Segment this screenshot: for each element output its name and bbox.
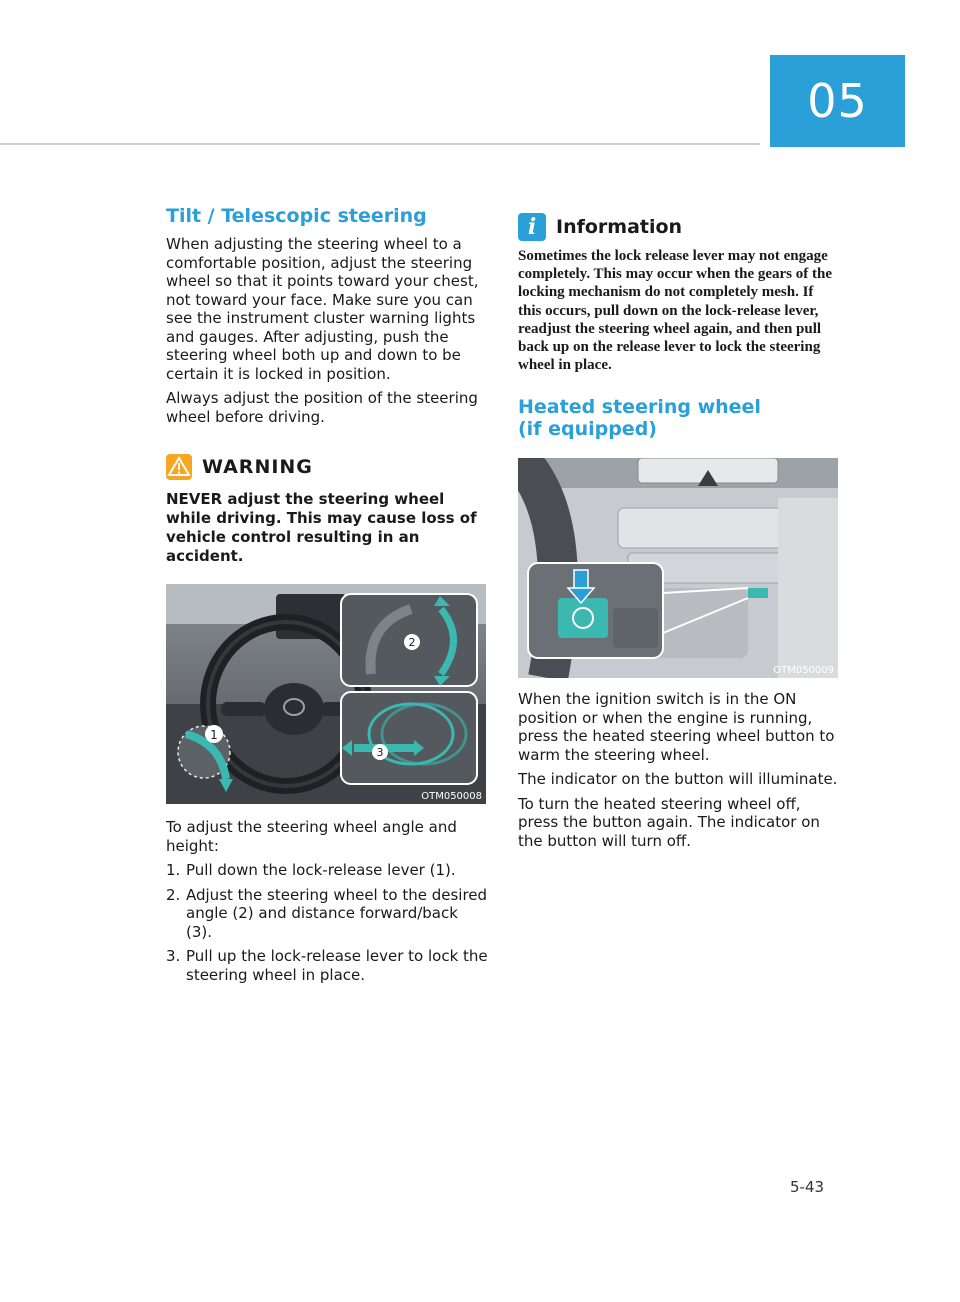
warning-icon	[166, 454, 192, 480]
information-heading: Information	[556, 216, 683, 238]
steps-list	[166, 861, 488, 984]
chapter-tab	[770, 55, 905, 147]
callout-1: 1	[210, 728, 218, 742]
list-item: 3. Pull up the lock-release lever to lock the steering wheel in place.	[166, 947, 488, 984]
right-column	[518, 213, 840, 856]
information-text: Sometimes the lock release lever may not engage completely. This may occur when the gears of the locking mechanism do not completely mesh. If this occurs, pull down on the lock-release lever, readjust the steering wheel again, and then pull back up on the release lever to lock the steering wheel in place.	[518, 248, 832, 374]
information-icon: i	[518, 213, 546, 241]
steering-wheel-illustration	[166, 584, 486, 804]
paragraph: When the ignition switch is in the ON position or when the engine is running, press the heated steering wheel button to warm the steering wheel.	[518, 690, 835, 764]
page-number: 5-43	[790, 1178, 825, 1196]
figure-code: OTM050009	[773, 665, 834, 677]
paragraph: The indicator on the button will illuminate.	[518, 770, 838, 789]
steering-adjust-figure	[166, 584, 486, 804]
section-title-tilt: Tilt / Telescopic steering	[166, 205, 427, 227]
callout-3: 3	[376, 746, 384, 759]
warning-text: NEVER adjust the steering wheel while driving. This may cause loss of vehicle control resulting in an accident.	[166, 490, 477, 565]
warning-header	[166, 454, 488, 480]
steps-intro: To adjust the steering wheel angle and height:	[166, 818, 457, 855]
heated-wheel-illustration	[518, 458, 838, 678]
left-column	[166, 205, 488, 990]
section-title-heated: Heated steering wheel (if equipped)	[518, 396, 761, 441]
callout-2: 2	[408, 636, 416, 649]
heated-wheel-figure	[518, 458, 838, 678]
figure-code: OTM050008	[421, 791, 482, 802]
paragraph: To turn the heated steering wheel off, press the button again. The indicator on the button will turn off.	[518, 794, 820, 850]
list-item: 2. Adjust the steering wheel to the desired angle (2) and distance forward/back (3).	[166, 885, 488, 941]
warning-heading: WARNING	[202, 456, 313, 478]
chapter-number: 05	[807, 74, 868, 128]
information-header	[518, 213, 840, 241]
paragraph: When adjusting the steering wheel to a comfortable position, adjust the steering wheel so that it points toward your chest, not toward your face. Make sure you can see the instrument cluster warning lights and gauges. After adjusting, push the steering wheel both up and down to be certain it is locked in position.	[166, 235, 479, 383]
list-item: 1. Pull down the lock-release lever (1).	[166, 861, 456, 879]
header-rule	[0, 143, 760, 145]
paragraph: Always adjust the position of the steering wheel before driving.	[166, 389, 478, 426]
